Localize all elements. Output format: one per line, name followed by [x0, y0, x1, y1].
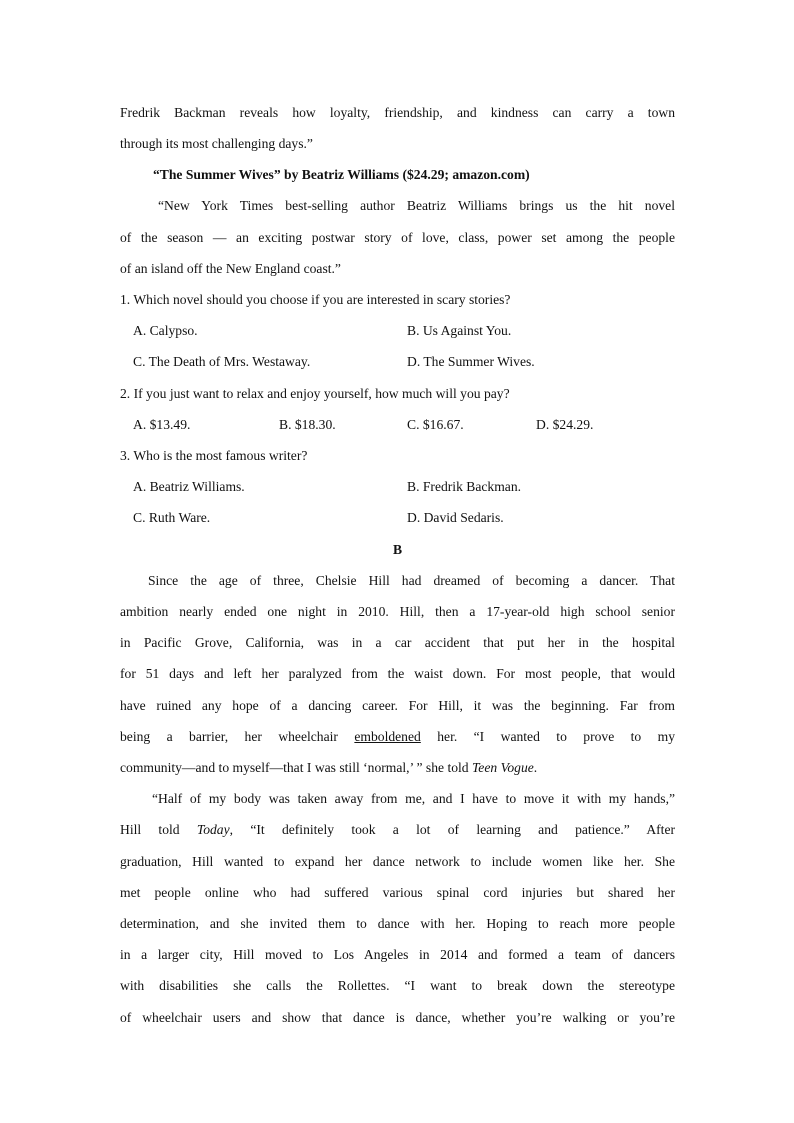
passage-b-p1-line-7 [120, 758, 675, 778]
question-2-option-d: D. $24.29. [536, 417, 594, 432]
question-3-stem: 3. Who is the most famous writer? [120, 448, 308, 463]
question-1-option-b: B. Us Against You. [407, 323, 512, 338]
book-title: “The Summer Wives” by Beatriz Williams ($24.29; amazon.com) [153, 167, 530, 182]
question-2-option-b: B. $18.30. [279, 417, 336, 432]
passage-b-p2-line-3: graduation, Hill wanted to expand her dance network to include women like her. She [120, 854, 675, 869]
question-3-option-a: A. Beatriz Williams. [133, 479, 245, 494]
question-2-stem: 2. If you just want to relax and enjoy yourself, how much will you pay? [120, 386, 510, 401]
passage-b-p2-line-2 [120, 820, 675, 840]
p2-line-2-part-a: Hill told [120, 822, 180, 837]
today-title: Today [196, 822, 230, 837]
question-3-option-b: B. Fredrik Backman. [407, 479, 522, 494]
question-3-option-c: C. Ruth Ware. [133, 510, 211, 525]
passage-b-p1-line-3: in Pacific Grove, California, was in a car accident that put her in the hospital [120, 635, 675, 650]
passage-b-p1-line-1: Since the age of three, Chelsie Hill had dreamed of becoming a dancer. That [148, 573, 675, 588]
passage-b-p1-line-5: have ruined any hope of a dancing career. For Hill, it was the beginning. Far from [120, 698, 675, 713]
p1-line-7-part-a: community—and to myself—that I was still ‘normal,’ ” she told [120, 760, 469, 775]
passage-b-p2-line-8: of wheelchair users and show that dance is dance, whether you’re walking or you’re [120, 1010, 675, 1025]
question-2-option-c: C. $16.67. [407, 417, 464, 432]
passage-b-p2-line-6: in a larger city, Hill moved to Los Angeles in 2014 and formed a team of dancers [120, 947, 675, 962]
passage-b-p1-line-4: for 51 days and left her paralyzed from the waist down. For most people, that would [120, 666, 675, 681]
question-1-option-a: A. Calypso. [133, 323, 198, 338]
p1-line-6-part-b: her. “I wanted to prove to my [437, 729, 676, 744]
question-3-option-d: D. David Sedaris. [407, 510, 504, 525]
passage-b-p2-line-1: “Half of my body was taken away from me, and I have to move it with my hands,” [152, 791, 675, 806]
passage-b-p2-line-4: met people online who had suffered various spinal cord injuries but shared her [120, 885, 675, 900]
p1-line-6-part-a: being a barrier, her wheelchair [120, 729, 338, 744]
emboldened-word: emboldened [354, 729, 421, 744]
passage-b-p2-line-5: determination, and she invited them to dance with her. Hoping to reach more people [120, 916, 675, 931]
passage-b-p1-line-2: ambition nearly ended one night in 2010. Hill, then a 17-year-old high school senior [120, 604, 675, 619]
intro-line-1: Fredrik Backman reveals how loyalty, friendship, and kindness can carry a town [120, 105, 675, 120]
question-1-option-c: C. The Death of Mrs. Westaway. [133, 354, 311, 369]
teen-vogue-title: Teen Vogue [472, 760, 534, 775]
p1-line-7-part-b: . [533, 760, 538, 775]
passage-b-p2-line-7: with disabilities she calls the Rollettes. “I want to break down the stereotype [120, 978, 675, 993]
question-1-option-d: D. The Summer Wives. [407, 354, 535, 369]
book-desc-line-2: of the season — an exciting postwar story of love, class, power set among the people [120, 230, 675, 245]
intro-line-2: through its most challenging days.” [120, 136, 313, 151]
question-1-stem: 1. Which novel should you choose if you are interested in scary stories? [120, 292, 511, 307]
book-desc-line-3: of an island off the New England coast.” [120, 261, 341, 276]
question-2-option-a: A. $13.49. [133, 417, 191, 432]
passage-b-p1-line-6 [120, 727, 675, 747]
p2-line-2-part-b: , “It definitely took a lot of learning and patience.” After [229, 822, 676, 837]
passage-b-heading: B [392, 542, 403, 557]
book-desc-line-1: “New York Times best-selling author Beatriz Williams brings us the hit novel [158, 198, 675, 213]
